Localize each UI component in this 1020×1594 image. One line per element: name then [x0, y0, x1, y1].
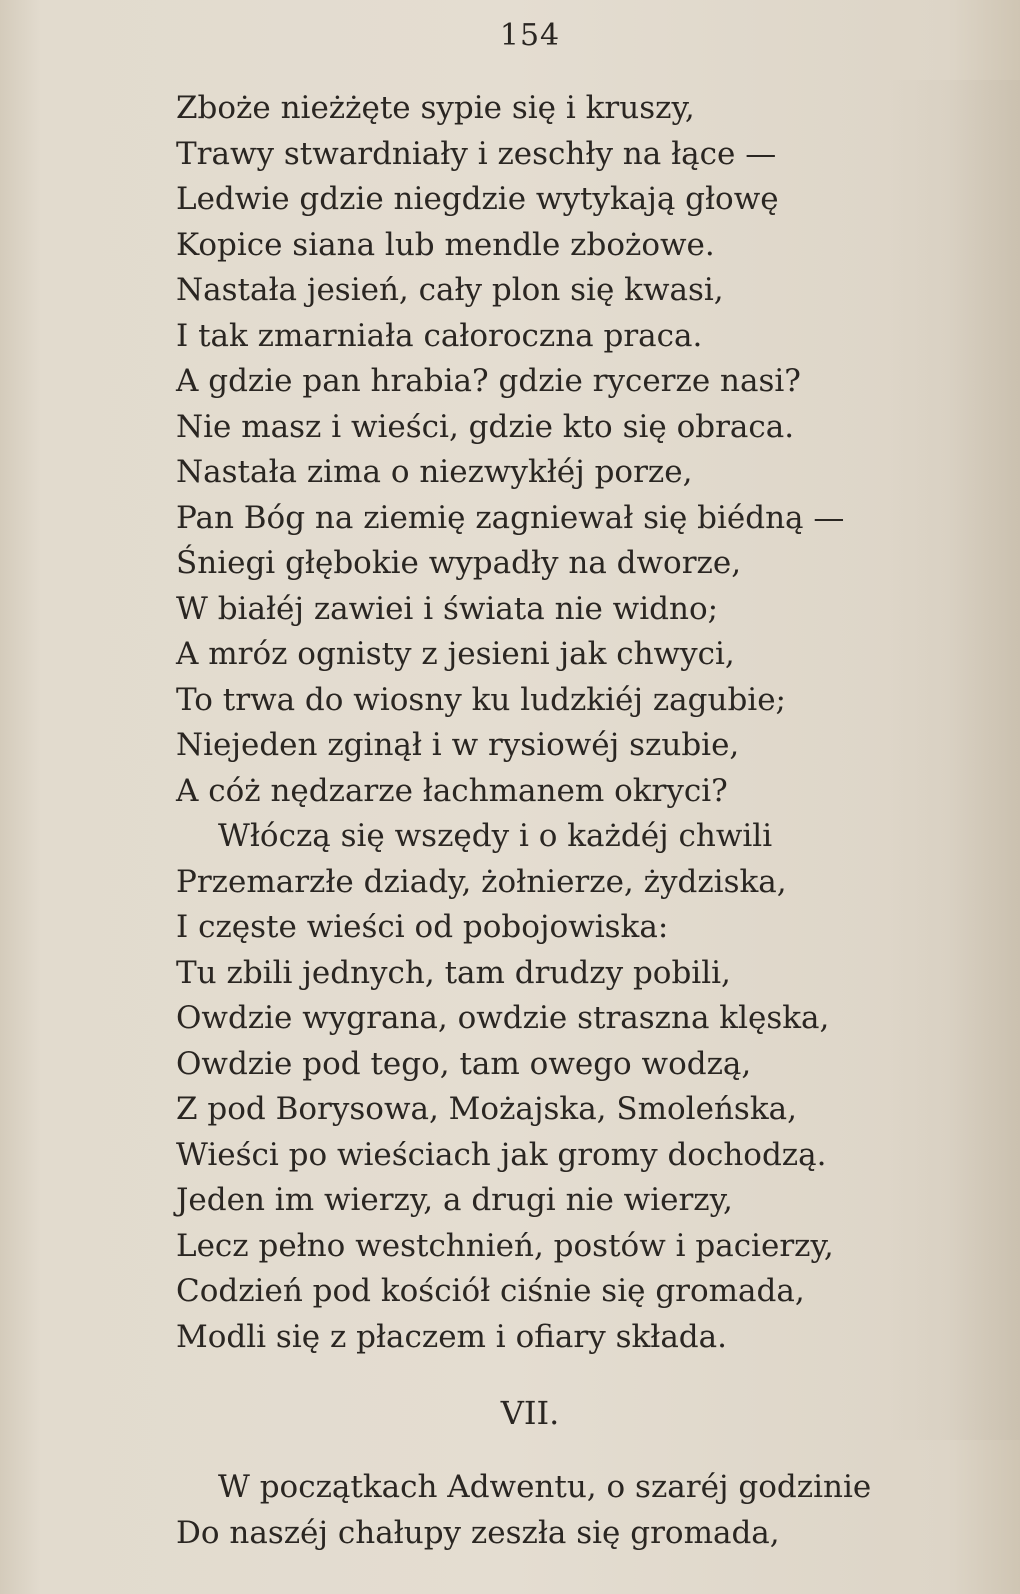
- poem-line: Tu zbili jednych, tam drudzy pobili,: [176, 954, 731, 991]
- poem-line: Z pod Borysowa, Możajska, Smoleńska,: [176, 1091, 797, 1127]
- poem-line: Ledwie gdzie niegdzie wytykają głowę: [176, 181, 779, 217]
- poem-line: Jeden im wierzy, a drugi nie wierzy,: [176, 1182, 733, 1218]
- poem-stanza: [176, 1465, 996, 1556]
- poem-line: I tak zmarniała całoroczna praca.: [176, 317, 703, 354]
- poem-line: Przemarzłe dziady, żołnierze, żydziska,: [176, 863, 787, 900]
- page-number: 154: [499, 18, 561, 53]
- poem-line: Niejeden zginął i w rysiowéj szubie,: [176, 727, 740, 763]
- poem-line: Trawy stwardniały i zeschły na łące —: [176, 135, 777, 172]
- poem-line: Nastała jesień, cały plon się kwasi,: [176, 272, 724, 308]
- poem-line: Owdzie pod tego, tam owego wodzą,: [176, 1045, 752, 1082]
- poem-line: A mróz ognisty z jesieni jak chwyci,: [176, 636, 735, 672]
- poem-line: Owdzie wygrana, owdzie straszna klęska,: [176, 1000, 830, 1036]
- poem-line: Kopice siana lub mendle zbożowe.: [176, 226, 715, 263]
- poem-line: Lecz pełno westchnień, postów i pacierzy,: [176, 1227, 834, 1264]
- poem-line: Codzień pod kościół ciśnie się gromada,: [176, 1273, 805, 1309]
- poem-line: W początkach Adwentu, o szaréj godzinie: [218, 1469, 872, 1505]
- poem-line: Modli się z płaczem i ofiary składa.: [176, 1318, 727, 1355]
- poem-line: Pan Bóg na ziemię zagniewał się biédną —: [176, 499, 845, 536]
- poem-line: Włóczą się wszędy i o każdéj chwili: [218, 818, 773, 854]
- section-heading: VII.: [500, 1394, 560, 1432]
- poem-line: Śniegi głębokie wypadły na dworze,: [176, 545, 742, 581]
- poem-line: Wieści po wieściach jak gromy dochodzą.: [176, 1136, 827, 1173]
- poem-line: To trwa do wiosny ku ludzkiéj zagubie;: [176, 681, 786, 718]
- poem-line: I częste wieści od pobojowiska:: [176, 909, 669, 945]
- poem-line: Zboże nieżżęte sypie się i kruszy,: [176, 90, 695, 126]
- poem-line: Nie masz i wieści, gdzie kto się obraca.: [176, 408, 795, 445]
- poem-line: A cóż nędzarze łachmanem okryci?: [176, 772, 728, 809]
- poem-line: A gdzie pan hrabia? gdzie rycerze nasi?: [176, 363, 801, 399]
- poem-stanza: [176, 86, 996, 1360]
- poem-line: W białéj zawiei i świata nie widno;: [176, 590, 719, 627]
- poem-line: Nastała zima o niezwykłéj porze,: [176, 454, 693, 490]
- poem-line: Do naszéj chałupy zeszła się gromada,: [176, 1514, 780, 1551]
